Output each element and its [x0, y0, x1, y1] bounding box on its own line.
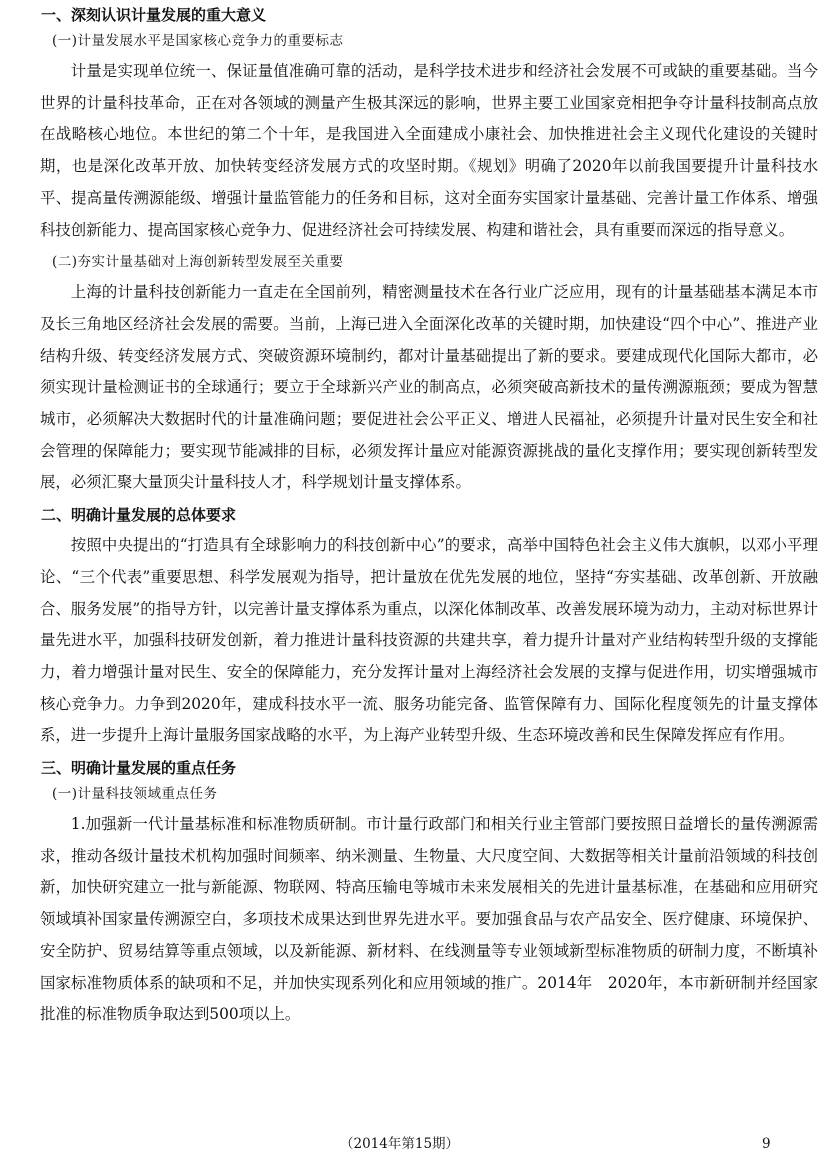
- subsection-heading-1-1: (一)计量发展水平是国家核心竞争力的重要标志: [52, 33, 344, 49]
- subsection-heading-3-1: (一)计量科技领域重点任务: [52, 786, 218, 803]
- section-heading-3: 三、明确计量发展的重点任务: [41, 759, 237, 778]
- page-footer: [0, 1132, 827, 1156]
- issue-label: （2014年第15期）: [340, 1136, 460, 1152]
- page-number: 9: [762, 1136, 771, 1152]
- subsection-heading-1-2: (二)夯实计量基础对上海创新转型发展至关重要: [52, 254, 344, 271]
- paragraph-1-2: 上海的计量科技创新能力一直走在全国前列，精密测量技术在各行业广泛应用，现有的计量基础基本满足本市及长三角地区经济社会发展的需要。当前，上海已进入全面深化改革的关键时期，加快建设“四个中心”、推进产业结构升级、转变经济发展方式、突破资源环境制约，都对计量基础提出了新的要求。要建成现代化国际大都市，必须实现计量检测证书的全球通行；要立于全球新兴产业的制高点，必须突破高新技术的量传溯源瓶颈；要成为智慧城市，必须解决大数据时代的计量准确问题；要促进社会公平正义、增进人民福祉，必须提升计量对民生安全和社会管理的保障能力；要实现节能减排的目标，必须发挥计量应对能源资源挑战的量化支撑作用；要实现创新转型发展，必须汇聚大量顶尖计量科技人才，科学规划计量支撑体系。: [40, 283, 818, 492]
- section-heading-2: 二、明确计量发展的总体要求: [41, 506, 237, 525]
- paragraph-2: 按照中央提出的“打造具有全球影响力的科技创新中心”的要求，高举中国特色社会主义伟大旗帜，以邓小平理论、“三个代表”重要思想、科学发展观为指导，把计量放在优先发展的地位，坚持“夯实基础、改革创新、开放融合、服务发展”的指导方针，以完善计量支撑体系为重点，以深化体制改革、改善发展环境为动力，主动对标世界计量先进水平，加强科技研发创新，着力推进计量科技资源的共建共享，着力提升计量对产业结构转型升级的支撑能力，着力增强计量对民生、安全的保障能力，充分发挥计量对上海经济社会发展的支撑与促进作用，切实增强城市核心竞争力。力争到2020年，建成科技水平一流、服务功能完备、监管保障有力、国际化程度领先的计量支撑体系，进一步提升上海计量服务国家战略的水平，为上海产业转型升级、生态环境改善和民生保障发挥应有作用。: [40, 536, 818, 745]
- paragraph-3-1: 1.加强新一代计量基标准和标准物质研制。市计量行政部门和相关行业主管部门要按照日益增长的量传溯源需求，推动各级计量技术机构加强时间频率、纳米测量、生物量、大尺度空间、大数据等相关计量前沿领域的科技创新，加快研究建立一批与新能源、物联网、特高压输电等城市未来发展相关的先进计量基标准，在基础和应用研究领域填补国家量传溯源空白，多项技术成果达到世界先进水平。要加强食品与农产品安全、医疗健康、环境保护、安全防护、贸易结算等重点领域，以及新能源、新材料、在线测量等专业领域新型标准物质的研制力度，不断填补国家标准物质体系的缺项和不足，并加快实现系列化和应用领域的推广。2014年 2020年，本市新研制并经国家批准的标准物质争取达到500项以上。: [40, 815, 818, 1024]
- section-heading-1: 一、深刻认识计量发展的重大意义: [41, 6, 267, 24]
- paragraph-1-1: 计量是实现单位统一、保证量值准确可靠的活动，是科学技术进步和经济社会发展不可或缺的重要基础。当今世界的计量科技革命，正在对各领域的测量产生极其深远的影响，世界主要工业国家竞相把争夺计量科技制高点放在战略核心地位。本世纪的第二个十年，是我国进入全面建成小康社会、加快推进社会主义现代化建设的关键时期，也是深化改革开放、加快转变经济发展方式的攻坚时期。《规划》明确了2020年以前我国要提升计量科技水平、提高量传溯源能级、增强计量监管能力的任务和目标，这对全面夯实国家计量基础、完善计量工作体系、增强科技创新能力、提高国家核心竞争力、促进经济社会可持续发展、构建和谐社会，具有重要而深远的指导意义。: [40, 62, 818, 239]
- document-page: [40, 2, 818, 1031]
